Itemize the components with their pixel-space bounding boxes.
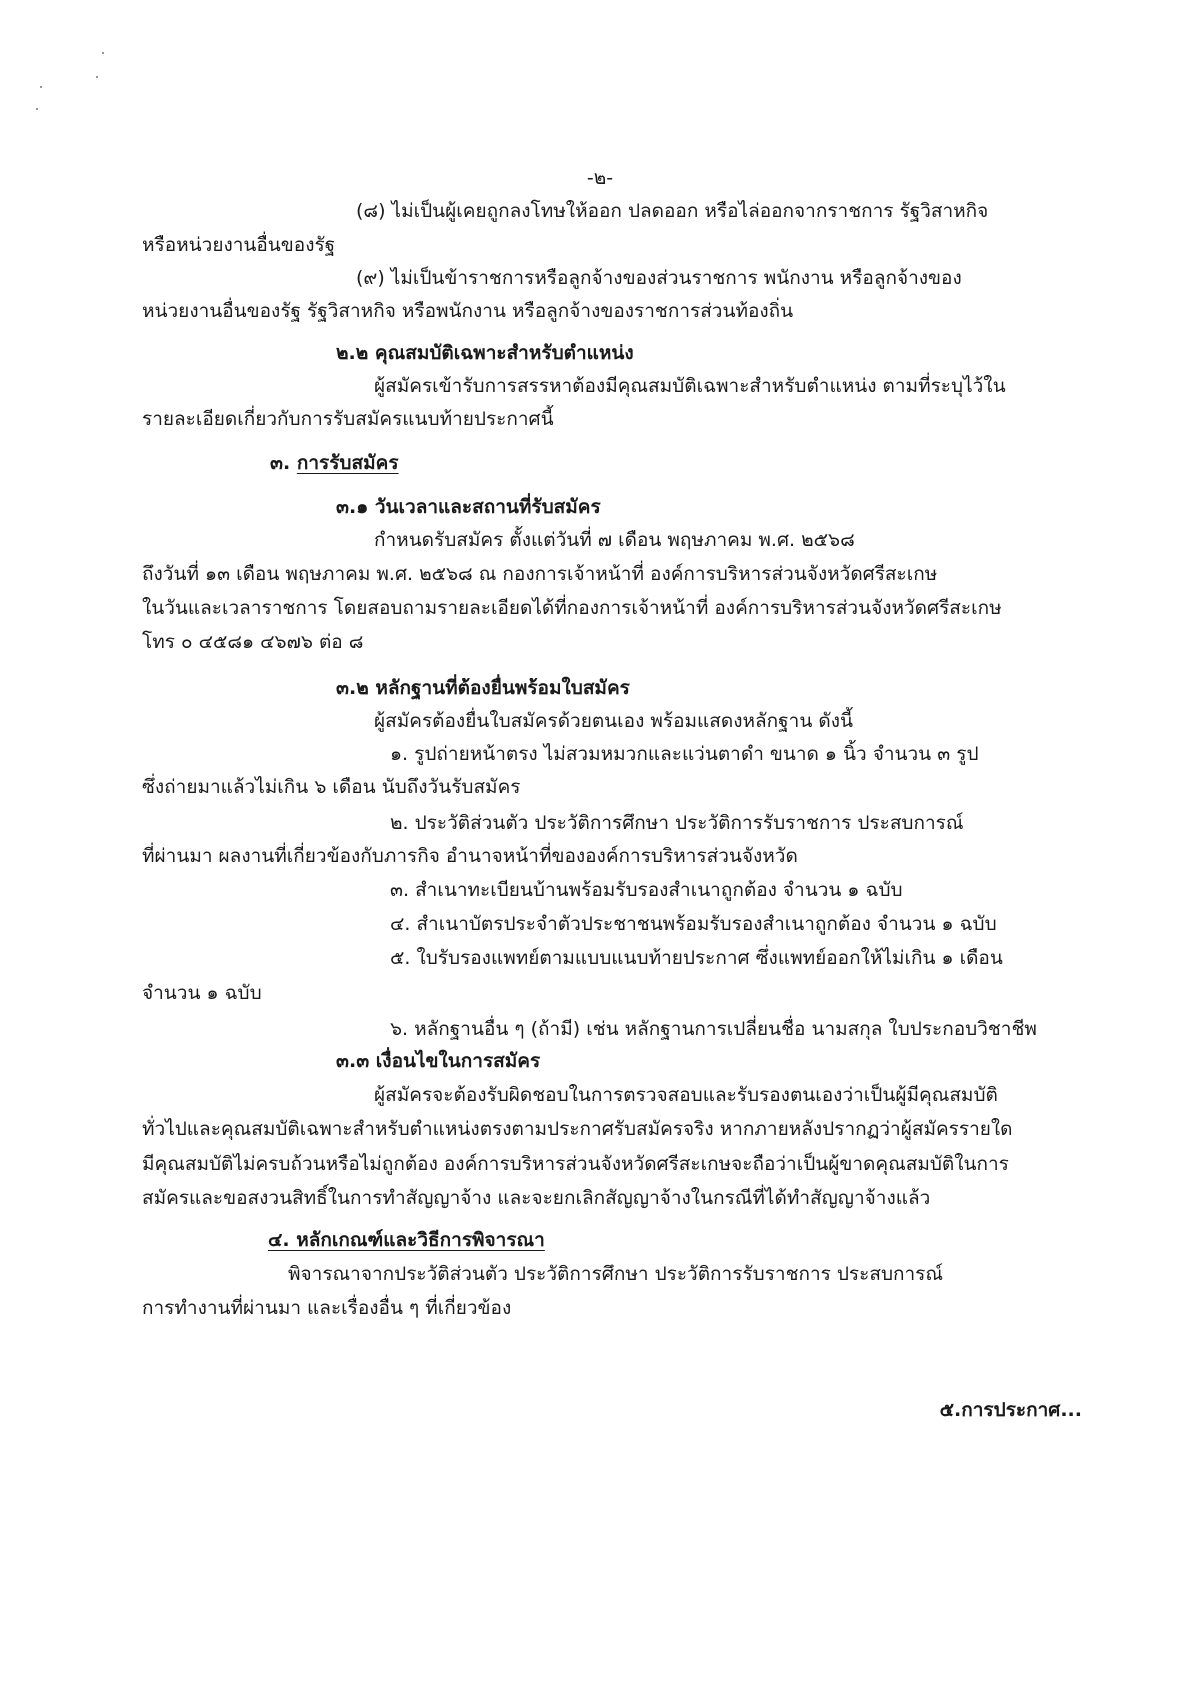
section-3-1-line-3: ในวันและเวลาราชการ โดยสอบถามรายละเอียดได้ที่กองการเจ้าหน้าที่ องค์การบริหารส่วนจังหวัดศรีสะเกษ xyxy=(142,597,1002,619)
section-3-2-item-3: ๓. สำเนาทะเบียนบ้านพร้อมรับรองสำเนาถูกต้อง จำนวน ๑ ฉบับ xyxy=(390,879,903,901)
section-3-2-intro: ผู้สมัครต้องยื่นใบสมัครด้วยตนเอง พร้อมแสดงหลักฐาน ดังนี้ xyxy=(374,710,853,732)
section-4-line-2: การทำงานที่ผ่านมา และเรื่องอื่น ๆ ที่เกี่ยวข้อง xyxy=(142,1297,512,1319)
section-3-1-line-4: โทร ๐ ๔๕๘๑ ๔๖๗๖ ต่อ ๘ xyxy=(142,631,364,653)
section-3-heading xyxy=(270,450,399,476)
section-3-1-line-2: ถึงวันที่ ๑๓ เดือน พฤษภาคม พ.ศ. ๒๕๖๘ ณ กองการเจ้าหน้าที่ องค์การบริหารส่วนจังหวัดศรีสะเกษ xyxy=(142,563,938,585)
section-3-2-item-1-line-2: ซึ่งถ่ายมาแล้วไม่เกิน ๖ เดือน นับถึงวันรับสมัคร xyxy=(142,776,521,798)
item-8-line-1: (๘) ไม่เป็นผู้เคยถูกลงโทษให้ออก ปลดออก หรือไล่ออกจากราชการ รัฐวิสาหกิจ xyxy=(356,200,989,222)
section-3-title: การรับสมัคร xyxy=(296,452,399,474)
scan-speck xyxy=(36,108,38,110)
scan-speck xyxy=(40,86,42,88)
continuation-marker: ๕.การประกาศ... xyxy=(939,1399,1082,1421)
section-3-2-item-5-line-1: ๕. ใบรับรองแพทย์ตามแบบแนบท้ายประกาศ ซึ่งแพทย์ออกให้ไม่เกิน ๑ เดือน xyxy=(390,947,1003,969)
scan-speck xyxy=(96,76,98,78)
section-3-2-item-1-line-1: ๑. รูปถ่ายหน้าตรง ไม่สวมหมวกและแว่นตาดำ ขนาด ๑ นิ้ว จำนวน ๓ รูป xyxy=(390,743,979,765)
section-3-number: ๓. xyxy=(270,452,291,474)
section-3-2-item-2-line-2: ที่ผ่านมา ผลงานที่เกี่ยวข้องกับภารกิจ อำนาจหน้าที่ขององค์การบริหารส่วนจังหวัด xyxy=(142,845,798,867)
section-3-2-item-4: ๔. สำเนาบัตรประจำตัวประชาชนพร้อมรับรองสำเนาถูกต้อง จำนวน ๑ ฉบับ xyxy=(390,913,997,935)
section-3-3-line-3: มีคุณสมบัติไม่ครบถ้วนหรือไม่ถูกต้อง องค์การบริหารส่วนจังหวัดศรีสะเกษจะถือว่าเป็นผู้ขาดคุณสมบัติในการ xyxy=(142,1153,1009,1175)
section-2-2-line-2: รายละเอียดเกี่ยวกับการรับสมัครแนบท้ายประกาศนี้ xyxy=(142,408,554,430)
section-3-3-line-4: สมัครและขอสงวนสิทธิ์ในการทำสัญญาจ้าง และจะยกเลิกสัญญาจ้างในกรณีที่ได้ทำสัญญาจ้างแล้ว xyxy=(142,1187,931,1209)
section-3-2-item-2-line-1: ๒. ประวัติส่วนตัว ประวัติการศึกษา ประวัติการรับราชการ ประสบการณ์ xyxy=(390,812,964,834)
section-3-2-item-5-line-2: จำนวน ๑ ฉบับ xyxy=(142,982,262,1004)
page-number: -๒- xyxy=(586,167,614,189)
section-3-3-heading: ๓.๓ เงื่อนไขในการสมัคร xyxy=(336,1050,541,1072)
section-3-3-line-1: ผู้สมัครจะต้องรับผิดชอบในการตรวจสอบและรับรองตนเองว่าเป็นผู้มีคุณสมบัติ xyxy=(374,1084,998,1106)
section-4-line-1: พิจารณาจากประวัติส่วนตัว ประวัติการศึกษา ประวัติการรับราชการ ประสบการณ์ xyxy=(288,1263,944,1285)
section-4-heading: ๔. หลักเกณฑ์และวิธีการพิจารณา xyxy=(268,1229,545,1251)
section-3-1-heading: ๓.๑ วันเวลาและสถานที่รับสมัคร xyxy=(336,496,601,518)
section-2-2-line-1: ผู้สมัครเข้ารับการสรรหาต้องมีคุณสมบัติเฉพาะสำหรับตำแหน่ง ตามที่ระบุไว้ใน xyxy=(374,375,1006,397)
scan-speck xyxy=(102,52,104,54)
item-9-line-2: หน่วยงานอื่นของรัฐ รัฐวิสาหกิจ หรือพนักงาน หรือลูกจ้างของราชการส่วนท้องถิ่น xyxy=(142,300,794,322)
item-9-line-1: (๙) ไม่เป็นข้าราชการหรือลูกจ้างของส่วนราชการ พนักงาน หรือลูกจ้างของ xyxy=(356,267,962,289)
section-3-1-line-1: กำหนดรับสมัคร ตั้งแต่วันที่ ๗ เดือน พฤษภาคม พ.ศ. ๒๕๖๘ xyxy=(374,529,855,551)
section-2-2-heading: ๒.๒ คุณสมบัติเฉพาะสำหรับตำแหน่ง xyxy=(336,342,634,364)
section-3-2-item-6: ๖. หลักฐานอื่น ๆ (ถ้ามี) เช่น หลักฐานการเปลี่ยนชื่อ นามสกุล ใบประกอบวิชาชีพ xyxy=(390,1018,1037,1040)
section-3-2-heading: ๓.๒ หลักฐานที่ต้องยื่นพร้อมใบสมัคร xyxy=(336,677,630,699)
section-3-3-line-2: ทั่วไปและคุณสมบัติเฉพาะสำหรับตำแหน่งตรงตามประกาศรับสมัครจริง หากภายหลังปรากฏว่าผู้สมัครรายใด xyxy=(142,1118,1013,1140)
item-8-line-2: หรือหน่วยงานอื่นของรัฐ xyxy=(142,234,336,256)
